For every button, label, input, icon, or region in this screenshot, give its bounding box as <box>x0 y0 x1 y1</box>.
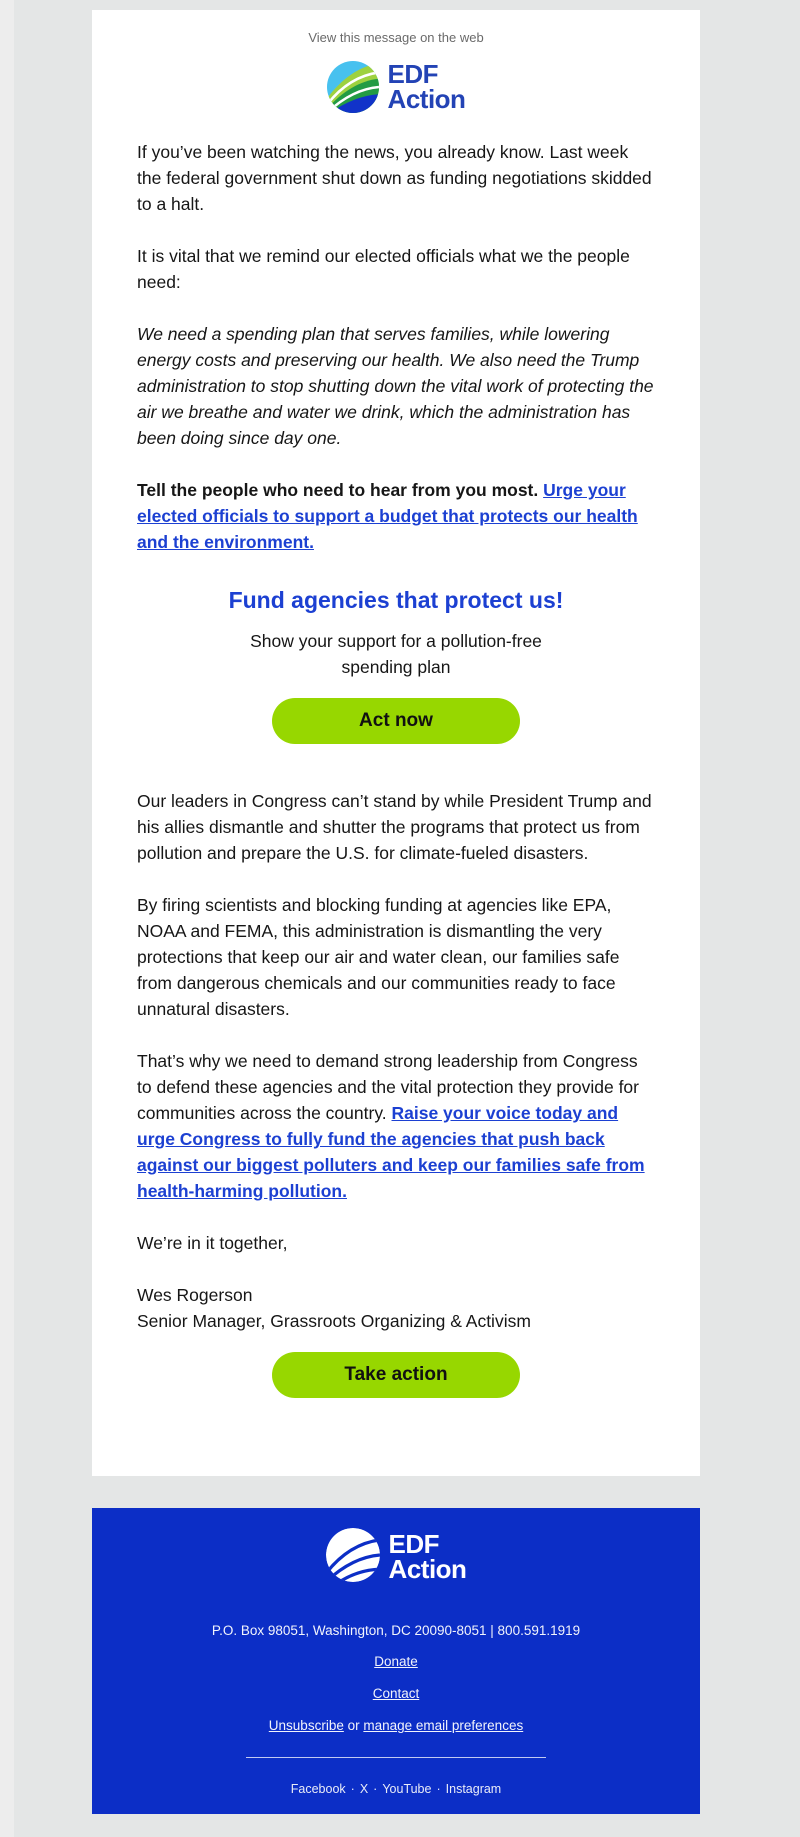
contact-link[interactable]: Contact <box>372 1686 420 1701</box>
paragraph-news: If you’ve been watching the news, you already know. Last week the federal government shut down as funding negotiations skidded to a halt. <box>137 142 652 214</box>
subheadline: Show your support for a pollution-free spending plan <box>250 631 542 677</box>
paragraph-quote: We need a spending plan that serves families, while lowering energy costs and preserving our health. We also need the Trump administration to stop shutting down the vital work of protecting the air we breathe and water we drink, which the administration has been doing since day one. <box>137 324 654 448</box>
logo-wordmark <box>387 59 466 114</box>
footer-donate-row <box>92 1654 700 1670</box>
paragraph-cta <box>137 477 655 555</box>
footer-logo-wordmark <box>388 1528 467 1584</box>
demand-lead-text: That’s why we need to demand strong leadership from Congress to defend these agencies and the vital protection they provide for communities across the country. <box>137 1051 639 1123</box>
donate-link[interactable]: Donate <box>374 1654 418 1669</box>
logo-wordmark-line2: Action <box>387 84 466 114</box>
social-separator: · <box>436 1782 441 1796</box>
page-left-gutter <box>0 0 14 1837</box>
logo-wordmark-line1: EDF <box>387 59 439 89</box>
footer-logo-mark-icon <box>326 1528 380 1585</box>
act-now-button[interactable]: Act now <box>272 698 520 744</box>
paragraph-demand <box>137 1048 655 1204</box>
paragraph-congress: Our leaders in Congress can’t stand by while President Trump and his allies dismantle and shutter the programs that protect us from pollution and prepare the U.S. for climate-fueled disasters. <box>137 791 652 863</box>
instagram-link[interactable]: Instagram <box>445 1782 502 1796</box>
cta-lead-text: Tell the people who need to hear from you most. <box>137 480 544 500</box>
view-on-web-link[interactable]: View this message on the web <box>308 30 484 45</box>
edf-action-logo[interactable] <box>137 61 655 113</box>
signature-name: Wes Rogerson <box>137 1285 253 1305</box>
footer-address: P.O. Box 98051, Washington, DC 20090-8051 | 800.591.1919 <box>211 1623 581 1638</box>
take-action-button[interactable]: Take action <box>272 1352 520 1398</box>
manage-preferences-link[interactable]: manage email preferences <box>363 1718 524 1733</box>
facebook-link[interactable]: Facebook <box>290 1782 346 1796</box>
footer-divider <box>246 1757 546 1758</box>
footer-contact-row <box>92 1686 700 1702</box>
youtube-link[interactable]: YouTube <box>382 1782 432 1796</box>
raise-voice-link[interactable]: Raise your voice today and urge Congress to fully fund the agencies that push back against our biggest polluters and keep our families safe from health-harming pollution. <box>137 1103 645 1201</box>
footer-logo-wordmark-line1: EDF <box>388 1528 440 1559</box>
headline: Fund agencies that protect us! <box>228 587 564 613</box>
social-links-row <box>92 1782 700 1796</box>
unsubscribe-link[interactable]: Unsubscribe <box>268 1718 344 1733</box>
x-link[interactable]: X <box>359 1782 369 1796</box>
social-separator: · <box>350 1782 355 1796</box>
signature-title: Senior Manager, Grassroots Organizing & Activism <box>137 1311 531 1331</box>
email-footer <box>92 1508 700 1814</box>
email-body <box>137 139 655 1398</box>
footer-logo-wordmark-line2: Action <box>388 1553 467 1584</box>
signature-block <box>137 1282 655 1334</box>
paragraph-vital: It is vital that we remind our elected officials what we the people need: <box>137 246 630 292</box>
closing-line: We’re in it together, <box>137 1233 288 1253</box>
email-card <box>92 10 700 1476</box>
edf-logo-mark-icon <box>327 61 379 113</box>
urge-officials-link[interactable]: Urge your elected officials to support a budget that protects our health and the environment. <box>137 480 638 552</box>
footer-unsubscribe-row <box>92 1718 700 1734</box>
paragraph-agencies: By firing scientists and blocking funding at agencies like EPA, NOAA and FEMA, this administration is dismantling the very protections that keep our air and water clean, our families safe from dangerous chemicals and our communities ready to face unnatural disasters. <box>137 895 620 1019</box>
unsubscribe-or-text: or <box>343 1718 364 1733</box>
social-separator: · <box>373 1782 378 1796</box>
footer-edf-action-logo[interactable] <box>92 1528 700 1585</box>
